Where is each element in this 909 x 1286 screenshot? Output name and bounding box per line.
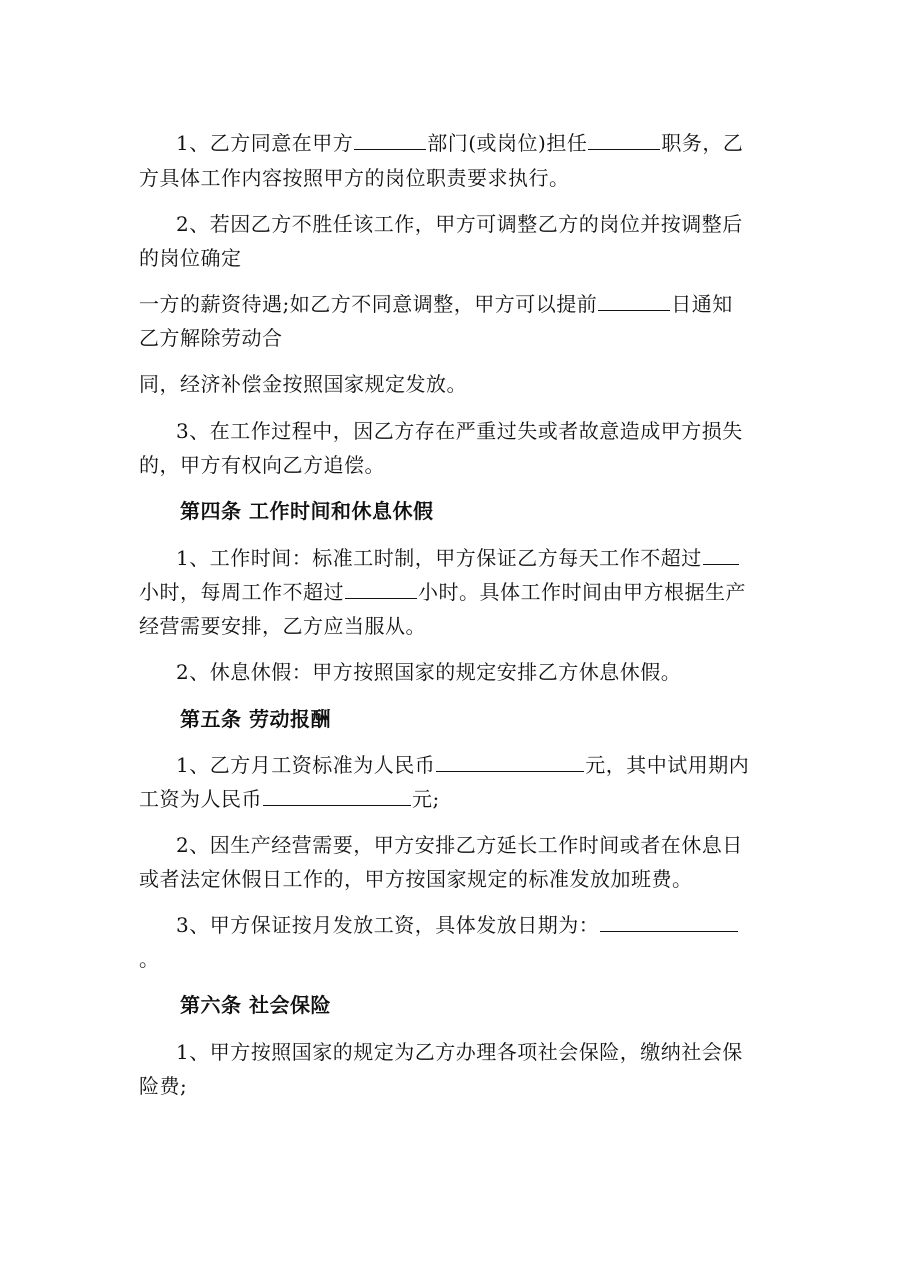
text: 小时，每周工作不超过 bbox=[139, 580, 344, 604]
s3-item1-line2: 方具体工作内容按照甲方的岗位职责要求执行。 bbox=[139, 166, 570, 190]
s5-item1-line2 bbox=[139, 786, 440, 812]
s3-item2-line5: 同，经济补偿金按照国家规定发放。 bbox=[139, 372, 467, 396]
s4-item1-line2 bbox=[139, 579, 746, 605]
s3-item3-line1: 3、在工作过程中，因乙方存在严重过失或者故意造成甲方损失 bbox=[176, 419, 743, 443]
s3-item2-line3 bbox=[139, 291, 733, 317]
s3-item2-line4: 乙方解除劳动合 bbox=[139, 326, 283, 350]
section4-heading: 第四条 工作时间和休息休假 bbox=[180, 499, 434, 523]
s4-item2-line1: 2、休息休假：甲方按照国家的规定安排乙方休息休假。 bbox=[176, 660, 682, 684]
text: 小时。具体工作时间由甲方根据生产 bbox=[418, 580, 746, 604]
s6-item1-line1: 1、甲方按照国家的规定为乙方办理各项社会保险，缴纳社会保 bbox=[176, 1040, 743, 1064]
blank-weekly-hours[interactable] bbox=[345, 580, 417, 599]
text: 1、乙方月工资标准为人民币 bbox=[176, 753, 436, 777]
s4-item1-line3: 经营需要安排，乙方应当服从。 bbox=[139, 614, 426, 638]
s5-item3-line2: 。 bbox=[139, 947, 160, 971]
text: 1、乙方同意在甲方 bbox=[176, 131, 354, 155]
s4-item1-line1 bbox=[176, 545, 740, 571]
s5-item1-line1 bbox=[176, 752, 749, 778]
blank-monthly-salary[interactable] bbox=[436, 753, 584, 772]
s3-item2-line2: 的岗位确定 bbox=[139, 246, 242, 270]
section5-heading: 第五条 劳动报酬 bbox=[180, 707, 331, 731]
s3-item1-line1 bbox=[176, 130, 743, 156]
s5-item2-line2: 或者法定休假日工作的，甲方按国家规定的标准发放加班费。 bbox=[139, 867, 693, 891]
blank-probation-salary[interactable] bbox=[263, 787, 411, 806]
s3-item3-line2: 的，甲方有权向乙方追偿。 bbox=[139, 453, 385, 477]
s6-item1-line2: 险费; bbox=[139, 1074, 188, 1098]
text: 工资为人民币 bbox=[139, 787, 262, 811]
blank-position[interactable] bbox=[588, 131, 660, 150]
text: 一方的薪资待遇;如乙方不同意调整，甲方可以提前 bbox=[139, 292, 598, 316]
text: 部门(或岗位)担任 bbox=[427, 131, 588, 155]
text: 元; bbox=[412, 787, 440, 811]
blank-daily-hours[interactable] bbox=[703, 546, 739, 565]
text: 3、甲方保证按月发放工资，具体发放日期为： bbox=[176, 913, 600, 937]
section6-heading: 第六条 社会保险 bbox=[180, 993, 331, 1017]
text: 元，其中试用期内 bbox=[585, 753, 750, 777]
s5-item3-line1 bbox=[176, 912, 739, 938]
s3-item2-line1: 2、若因乙方不胜任该工作，甲方可调整乙方的岗位并按调整后 bbox=[176, 212, 743, 236]
blank-department[interactable] bbox=[354, 131, 426, 150]
text: 1、工作时间：标准工时制，甲方保证乙方每天工作不超过 bbox=[176, 546, 702, 570]
text: 职务，乙 bbox=[661, 131, 744, 155]
blank-pay-date[interactable] bbox=[600, 913, 738, 932]
blank-notice-days[interactable] bbox=[598, 292, 670, 311]
s5-item2-line1: 2、因生产经营需要，甲方安排乙方延长工作时间或者在休息日 bbox=[176, 833, 743, 857]
text: 日通知 bbox=[671, 292, 733, 316]
